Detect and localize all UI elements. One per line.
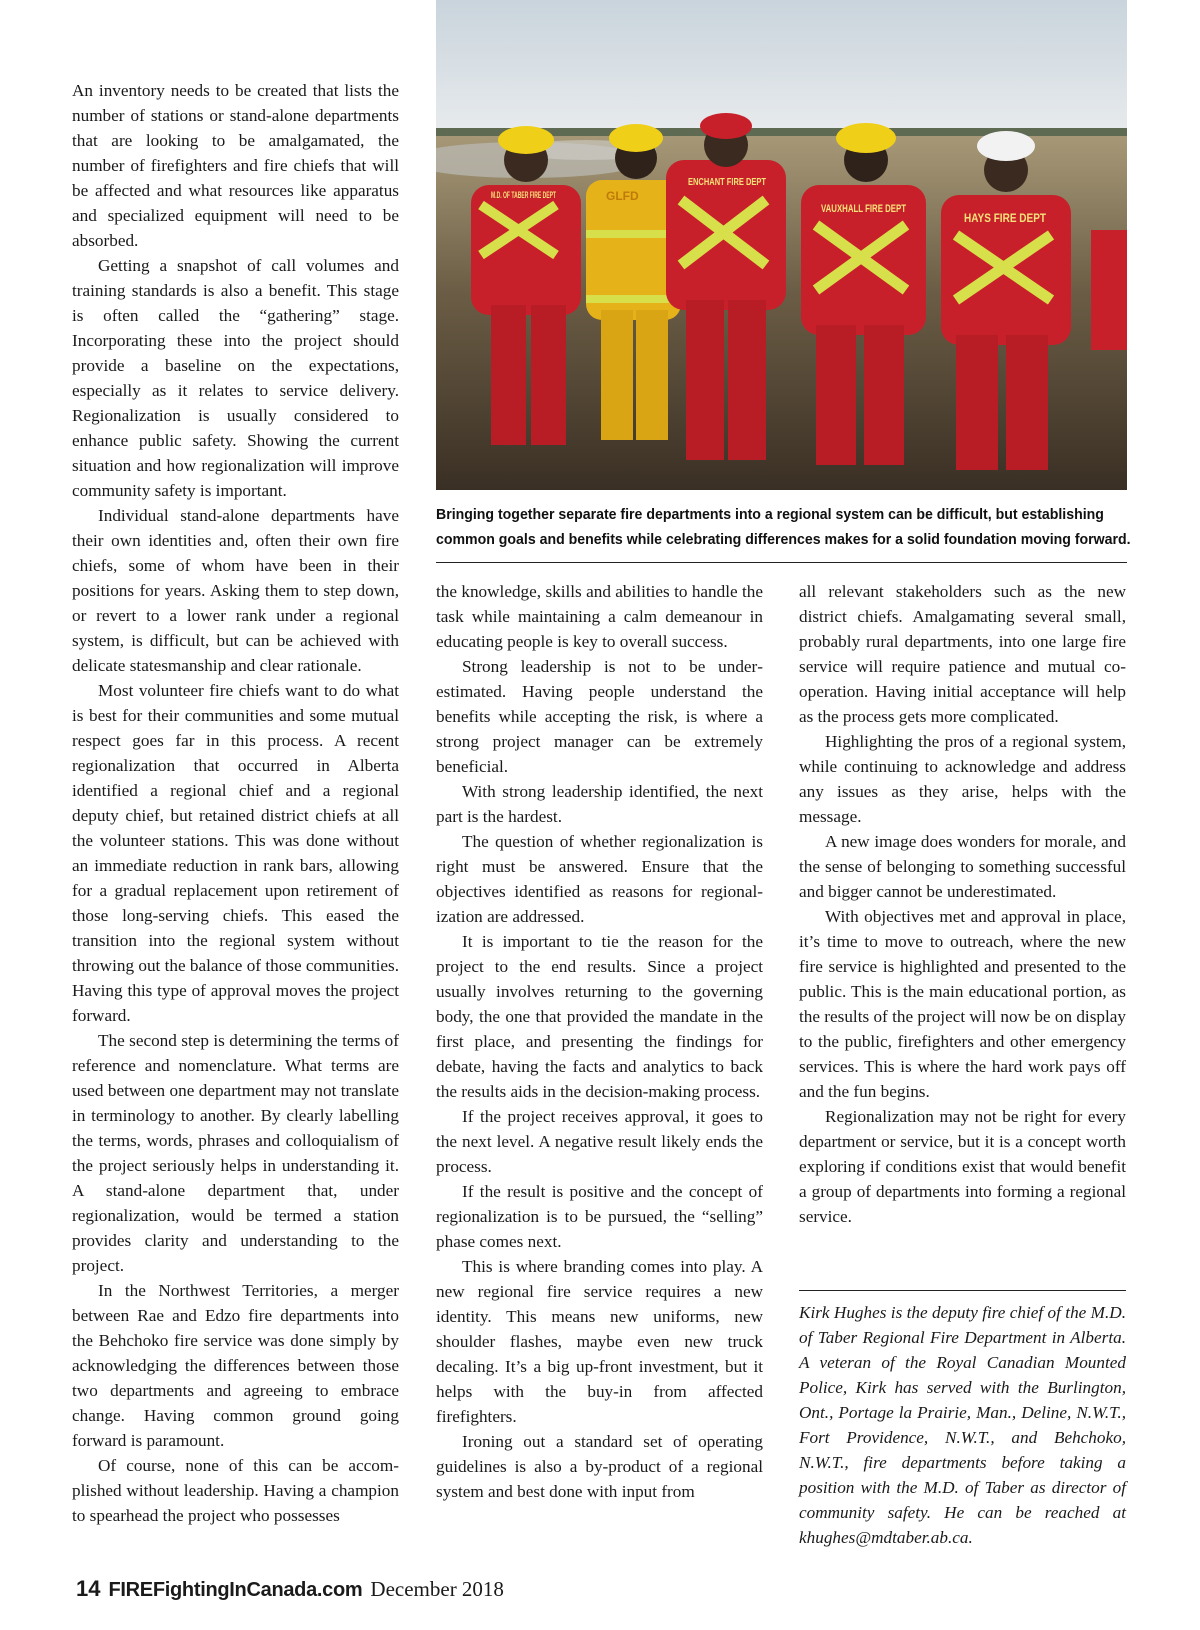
paragraph: The question of whether regionalization is right must be answered. Ensure that the objectives identified as reasons for regionalization are addressed. — [436, 832, 763, 926]
author-bio — [799, 1300, 1126, 1550]
jacket-label-glfd: GLFD — [606, 189, 639, 203]
article-column-2 — [436, 579, 763, 1504]
bio-divider — [799, 1290, 1126, 1291]
paragraph: A new image does wonders for morale, and the sense of belonging to something successful and bigger cannot be underestimated. — [799, 832, 1126, 901]
paragraph: Ironing out a standard set of operating guidelines is also a by-product of a regional system and best done with input from — [436, 1432, 763, 1501]
jacket-label-hays: HAYS FIRE DEPT — [964, 211, 1047, 225]
paragraph: The second step is determining the terms of reference and nomenclature. What terms are used between one department may not translate in terminology to another. By clearly labelling the terms, words, phrases and colloquialism of the project seriously helps in understanding it. A stand-alone department that, under regionalization, would be termed a station provides clarity and understanding to the project. — [72, 1031, 399, 1275]
paragraph: Individual stand-alone departments have their own identities and, often their own fire chiefs, some of whom have been in their positions for years. Asking them to step down, or revert to a lower rank under a regional system, is difficult, but can be achieved with delicate statesmanship and clear rationale. — [72, 506, 399, 675]
caption-line-2: common goals and benefits while celebrating differences makes for a solid foundation moving forward. — [436, 531, 1131, 548]
article-column-3 — [799, 579, 1126, 1229]
jacket-label-taber: M.D. OF TABER FIRE DEPT — [491, 190, 557, 200]
jacket-label-vauxhall: VAUXHALL FIRE DEPT — [821, 203, 907, 215]
caption-line-1: Bringing together separate fire departments into a regional system can be difficult, but establishing — [436, 506, 1104, 523]
paragraph: Getting a snapshot of call volumes and training standards is also a benefit. This stage is often called the “gathering” stage. Incorporating these into the project should provide a baseline on the expectations, especially as it relates to service delivery. Regionalization is usually considered to enhance public safety. Showing the current situation and how regionalization will improve community safety is important. — [72, 256, 399, 500]
paragraph: An inventory needs to be created that lists the number of stations or stand-alone departments that are looking to be amalgamated, the number of firefighters and fire chiefs that will be affected and what resources like apparatus and specialized equipment will need to be absorbed. — [72, 81, 399, 250]
page-number: 14 — [76, 1576, 101, 1601]
paragraph: Strong leadership is not to be underestimated. Having people understand the benefits while accepting the risk, is where a strong project manager can be extremely beneficial. — [436, 657, 763, 776]
paragraph: With strong leadership identified, the next part is the hardest. — [436, 782, 763, 826]
sky — [436, 0, 1127, 140]
paragraph: the knowledge, skills and abilities to handle the task while maintaining a calm demeanour in educating people is key to overall success. — [436, 582, 763, 651]
paragraph: It is important to tie the reason for the project to the end results. Since a project usually involves returning to the governing body, the one that provided the mandate in the first place, and presenting the findings for debate, having the facts and analytics to back the results aids in the decision-making process. — [436, 932, 763, 1101]
paragraph: Most volunteer fire chiefs want to do what is best for their communities and some mutual respect goes far in this process. A recent regionalization that occurred in Alberta identified a regional chief and a regional deputy chief, but retained district chiefs at all the volunteer stations. This was done without an immediate reduction in rank bars, allowing for a gradual replacement upon retirement of those long-serving chiefs. This eased the transition into the regional system without throwing out the balance of those communities. Having this type of approval moves the project forward. — [72, 681, 399, 1025]
paragraph: This is where branding comes into play. A new regional fire service requires a new identity. This means new uniforms, new shoulder flashes, maybe even new truck decaling. It’s a big up-front investment, but it helps with the buy-in from affected firefighters. — [436, 1257, 763, 1426]
magazine-name: FIREFightingInCanada.com — [108, 1579, 363, 1601]
paragraph: all relevant stakeholders such as the new district chiefs. Amalgamating several small, probably rural departments, into one large fire service will require patience and mutual co-operation. Having initial acceptance will help as the process gets more complicated. — [799, 582, 1126, 726]
firefighters-photo — [436, 0, 1127, 490]
paragraph: Highlighting the pros of a regional system, while continuing to acknowledge and address any issues as they arise, helps with the message. — [799, 732, 1126, 826]
author-bio-text: Kirk Hughes is the deputy fire chief of the M.D. of Taber Regional Fire Department in Alberta. A veteran of the Royal Canadian Mounted Police, Kirk has served with the Burlington, Ont., Portage la Prairie, Man., Deline, N.W.T., Fort Providence, N.W.T., and Behchoko, N.W.T., fire departments before taking a position with the M.D. of Taber as director of community safety. He can be reached at khughes@mdtaber.ab.ca. — [799, 1303, 1126, 1547]
paragraph: If the project receives approval, it goes to the next level. A negative result likely ends the process. — [436, 1107, 763, 1176]
photo-caption — [436, 502, 1131, 552]
issue-date: December 2018 — [370, 1577, 504, 1601]
article-column-1 — [72, 78, 399, 1528]
jacket-label-enchant: ENCHANT FIRE DEPT — [688, 177, 766, 188]
caption-divider — [436, 562, 1127, 563]
paragraph: In the Northwest Territories, a merger between Rae and Edzo fire departments into the Behchoko fire service was done simply by acknowledging the differences between those two departments and agreeing to embrace change. Having common ground going forward is paramount. — [72, 1281, 399, 1450]
paragraph: If the result is positive and the concept of regionalization is to be pursued, the “selling” phase comes next. — [436, 1182, 763, 1251]
paragraph: With objectives met and approval in place, it’s time to move to outreach, where the new fire service is highlighted and presented to the public. This is the main educational portion, as the results of the project will now be on display to the public, firefighters and other emergency services. This is where the hard work pays off and the fun begins. — [799, 907, 1126, 1101]
page-footer — [76, 1576, 504, 1610]
paragraph: Of course, none of this can be accomplished without leadership. Having a champion to spearhead the project who possesses — [72, 1456, 399, 1525]
paragraph: Regionalization may not be right for every department or service, but it is a concept worth exploring if conditions exist that would benefit a group of departments into forming a regional service. — [799, 1107, 1126, 1226]
